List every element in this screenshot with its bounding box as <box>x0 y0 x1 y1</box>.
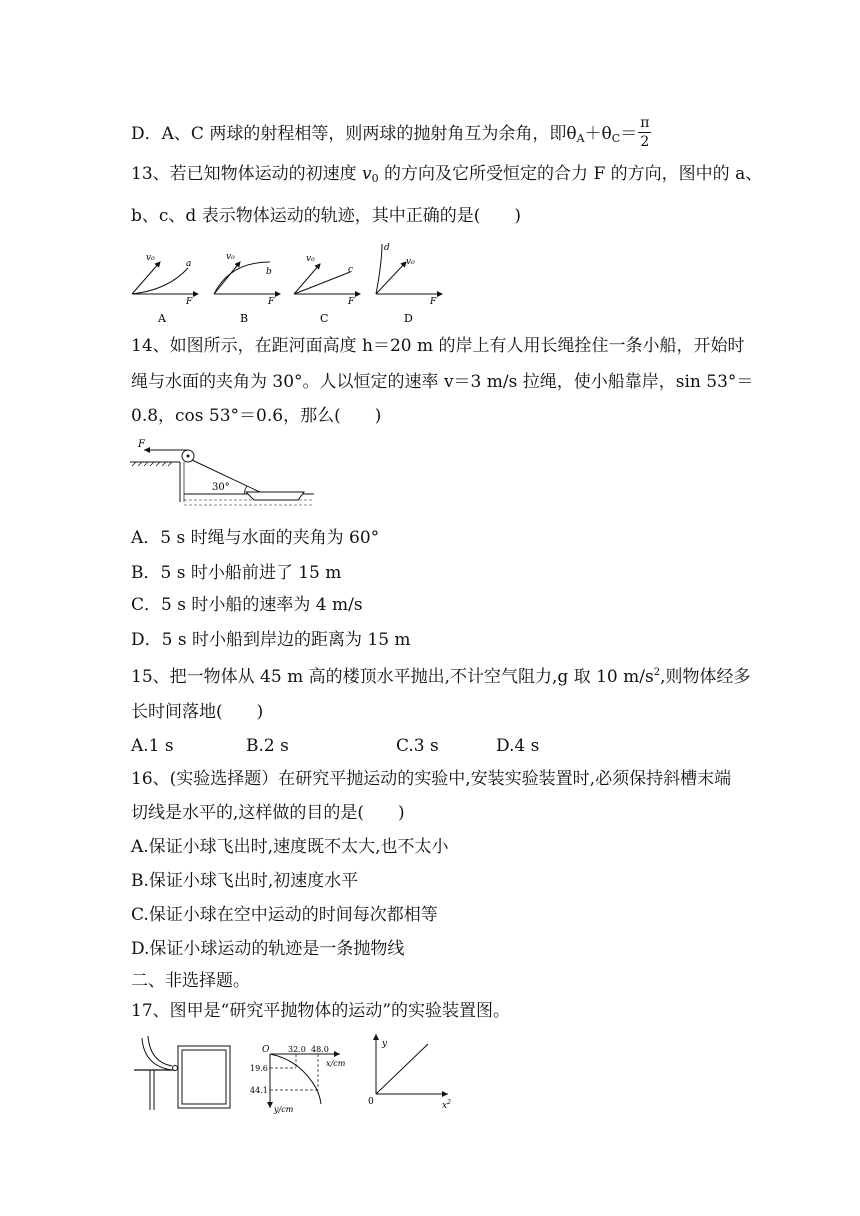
fraction-denominator: 2 <box>640 134 650 150</box>
svg-text:B: B <box>240 312 249 325</box>
q14-line1: 14、如图所示，在距河面高度 h＝20 m 的岸上有人用长绳拴住一条小船，开始时 <box>131 336 745 356</box>
q16-line2: 切线是水平的,这样做的目的是( ) <box>131 803 405 823</box>
q14-line2: 绳与水面的夹角为 30°。人以恒定的速率 v＝3 m/s 拉绳，使小船靠岸，sin 53°＝ <box>131 372 754 392</box>
svg-text:c: c <box>348 265 354 275</box>
angle-label: 30° <box>212 482 230 493</box>
q15-option-d: D.4 s <box>496 736 540 756</box>
q15-line2: 长时间落地( ) <box>131 702 264 722</box>
q14-line3: 0.8，cos 53°＝0.6，那么( ) <box>131 406 382 426</box>
section-heading: 二、非选择题。 <box>131 971 250 991</box>
svg-text:v₀: v₀ <box>226 252 235 262</box>
apparatus-drawing <box>134 1036 230 1110</box>
trajectory-graph <box>250 1045 346 1114</box>
graph1-ytick-2: 44.1 <box>250 1086 268 1095</box>
graph2-origin: 0 <box>368 1097 374 1107</box>
graph1-ytick-1: 19.6 <box>250 1064 268 1073</box>
graph1-xlabel: x/cm <box>326 1059 346 1068</box>
graph1-xtick-2: 48.0 <box>311 1045 329 1054</box>
q16-line1: 16、(实验选择题）在研究平抛运动的实验中,安装实验装置时,必须保持斜槽末端 <box>131 769 732 789</box>
q15-superscript: 2 <box>653 667 661 678</box>
plus-theta: ＋θ <box>584 124 612 144</box>
q13-trajectory-figure <box>128 240 448 326</box>
graph1-xtick-1: 32.0 <box>288 1045 306 1054</box>
graph2-ylabel: y <box>382 1039 388 1049</box>
q15-option-c: C.3 s <box>396 736 439 756</box>
q13-line1-start: 13、若已知物体运动的初速度 <box>131 164 363 184</box>
subscript-c: C <box>611 132 621 145</box>
q16-option-a: A.保证小球飞出时,速度既不太大,也不太小 <box>131 837 449 857</box>
panel-a-label: A <box>158 312 166 325</box>
graph1-ylabel: y/cm <box>274 1105 294 1114</box>
q14-option-c: C．5 s 时小船的速率为 4 m/s <box>131 595 363 615</box>
q13-line2: b、c、d 表示物体运动的轨迹，其中正确的是( ) <box>131 206 521 226</box>
equals-sign: ＝ <box>620 124 638 144</box>
svg-text:v₀: v₀ <box>146 253 155 263</box>
option-d-q12-text: D．A、C 两球的射程相等，则两球的抛射角互为余角，即θ <box>131 124 577 144</box>
q16-option-d: D.保证小球运动的轨迹是一条抛物线 <box>131 939 405 959</box>
v-subscript: 0 <box>371 172 379 185</box>
graph2-xlabel: $x^2$ <box>442 1099 451 1111</box>
svg-text:d: d <box>384 243 390 253</box>
q17-line1: 17、图甲是“研究平抛物体的运动”的实验装置图。 <box>131 1001 511 1021</box>
q15-option-a: A.1 s <box>131 736 174 756</box>
v-symbol: v <box>362 164 372 184</box>
q13-line1 <box>131 166 762 184</box>
q16-option-c: C.保证小球在空中运动的时间每次都相等 <box>131 905 438 925</box>
force-label: F <box>138 439 145 450</box>
svg-text:a: a <box>186 259 192 269</box>
q14-boat-figure <box>128 436 318 510</box>
pi-over-two-fraction <box>638 114 651 151</box>
panel-a <box>132 253 198 325</box>
fraction-numerator: π <box>640 115 650 131</box>
option-d-q12 <box>131 116 651 153</box>
q15-line1-end: ,则物体经多 <box>660 667 751 687</box>
panel-b <box>214 252 280 325</box>
svg-text:C: C <box>320 312 329 325</box>
q17-apparatus-figure <box>130 1032 460 1114</box>
panel-c <box>294 254 360 325</box>
q15-option-b: B.2 s <box>246 736 289 756</box>
svg-text:F: F <box>186 297 193 307</box>
q13-line1-end: 的方向及它所受恒定的合力 F 的方向，图中的 a、 <box>378 164 763 184</box>
svg-text:F: F <box>430 297 437 307</box>
q16-option-b: B.保证小球飞出时,初速度水平 <box>131 871 359 891</box>
svg-text:F: F <box>348 297 355 307</box>
y-vs-x2-graph <box>368 1034 451 1111</box>
panel-d <box>376 243 442 325</box>
svg-text:b: b <box>266 267 272 277</box>
svg-text:v₀: v₀ <box>406 257 415 267</box>
q14-option-b: B．5 s 时小船前进了 15 m <box>131 563 342 583</box>
q15-line1-start: 15、把一物体从 45 m 高的楼顶水平抛出,不计空气阻力,g 取 10 m/s <box>131 667 654 687</box>
q15-line1 <box>131 668 750 686</box>
graph1-origin: O <box>262 1045 270 1055</box>
subscript-a: A <box>576 132 585 145</box>
svg-text:F: F <box>268 297 275 307</box>
svg-text:D: D <box>404 312 413 325</box>
q14-option-a: A．5 s 时绳与水面的夹角为 60° <box>131 528 380 548</box>
q14-option-d: D．5 s 时小船到岸边的距离为 15 m <box>131 630 411 650</box>
svg-text:v₀: v₀ <box>306 254 315 264</box>
